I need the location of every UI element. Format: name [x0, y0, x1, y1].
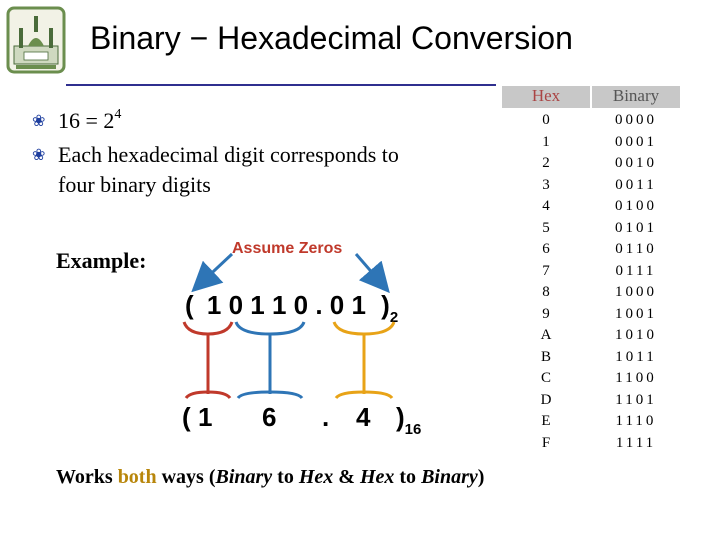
binary-cell: 1110 [615, 413, 657, 429]
hex-digit-4: 4 [356, 402, 371, 432]
bullet-text-line2: four binary digits [58, 172, 211, 197]
hex-digit-1: 1 [198, 402, 213, 432]
hex-point: . [322, 402, 330, 432]
binary-cell: 0001 [615, 133, 657, 150]
binary-cell: 1100 [615, 370, 657, 386]
binary-digits: 1 0 1 1 0 . 0 1 [206, 290, 366, 320]
hex-cell: 6 [542, 241, 550, 257]
arrow-left-icon [200, 254, 232, 284]
footer-part: ) [477, 466, 485, 488]
bullet-icon: ❀ [32, 145, 46, 164]
hex-cell: D [540, 391, 552, 408]
binary-cell: 1011 [615, 348, 657, 365]
example-label: Example: [56, 248, 147, 273]
binary-cell: 1101 [615, 391, 657, 408]
hex-cell: 0 [542, 112, 550, 128]
bullet-exponent: 4 [114, 107, 122, 122]
red-group-bracket [184, 322, 232, 398]
binary-column [592, 110, 680, 454]
hex-cell: A [540, 327, 552, 343]
blue-group-bracket [236, 322, 304, 398]
binary-cell: 1000 [615, 284, 657, 300]
footer-note [56, 466, 484, 489]
binary-close-paren: ) [381, 290, 390, 320]
hex-base: 16 [404, 421, 422, 438]
binary-cell: 0100 [615, 198, 657, 214]
table-header-hex: Hex [502, 86, 590, 108]
hex-cell: E [541, 413, 551, 429]
binary-cell: 0110 [615, 241, 657, 257]
hex-cell: 4 [542, 198, 550, 214]
footer-binary: Binary [421, 466, 478, 488]
footer-binary: Binary [215, 466, 273, 488]
footer-part: ways ( [156, 466, 216, 488]
binary-cell: 1001 [615, 305, 657, 322]
slide-title: Binary − Hexadecimal Conversion [90, 20, 573, 56]
binary-cell: 1111 [615, 434, 657, 451]
bullet-base: 16 = 2 [58, 108, 115, 133]
footer-part: to [394, 466, 422, 488]
binary-cell: 0011 [615, 176, 657, 193]
hex-cell: 3 [542, 176, 550, 193]
binary-cell: 0101 [615, 219, 657, 236]
hex-open-paren: ( [182, 402, 191, 432]
binary-cell: 0111 [615, 262, 657, 279]
hex-cell: 5 [542, 219, 550, 236]
binary-cell: 0010 [615, 155, 657, 171]
hex-digit-6: 6 [262, 402, 277, 432]
hex-cell: 2 [542, 155, 550, 171]
hex-cell: 7 [542, 262, 550, 279]
assume-zeros-annotation: Assume Zeros [232, 240, 343, 257]
hex-cell: F [541, 434, 551, 451]
bullet-icon: ❀ [32, 111, 46, 130]
hex-cell: B [540, 348, 551, 365]
hex-cell: C [540, 370, 551, 386]
gold-group-bracket [334, 322, 394, 398]
arrow-right-icon [356, 254, 382, 284]
binary-cell: 0000 [615, 112, 657, 128]
hex-column [502, 110, 590, 454]
binary-cell: 1010 [615, 327, 657, 343]
hex-close-paren-char: ) [396, 402, 405, 432]
footer-part: Works [56, 466, 118, 488]
footer-part: & [333, 466, 360, 488]
hex-cell: 8 [542, 284, 550, 300]
binary-open-paren: ( [185, 290, 194, 320]
binary-base: 2 [389, 309, 399, 326]
bullet-text-line1: Each hexadecimal digit corresponds to [58, 142, 399, 167]
footer-hex: Hex [359, 466, 395, 488]
table-header-binary: Binary [592, 86, 680, 108]
footer-part: to [272, 466, 299, 488]
footer-both-highlight: both [117, 466, 157, 488]
hex-cell: 9 [542, 305, 550, 322]
hex-cell: 1 [542, 133, 550, 150]
footer-hex: Hex [298, 466, 334, 488]
